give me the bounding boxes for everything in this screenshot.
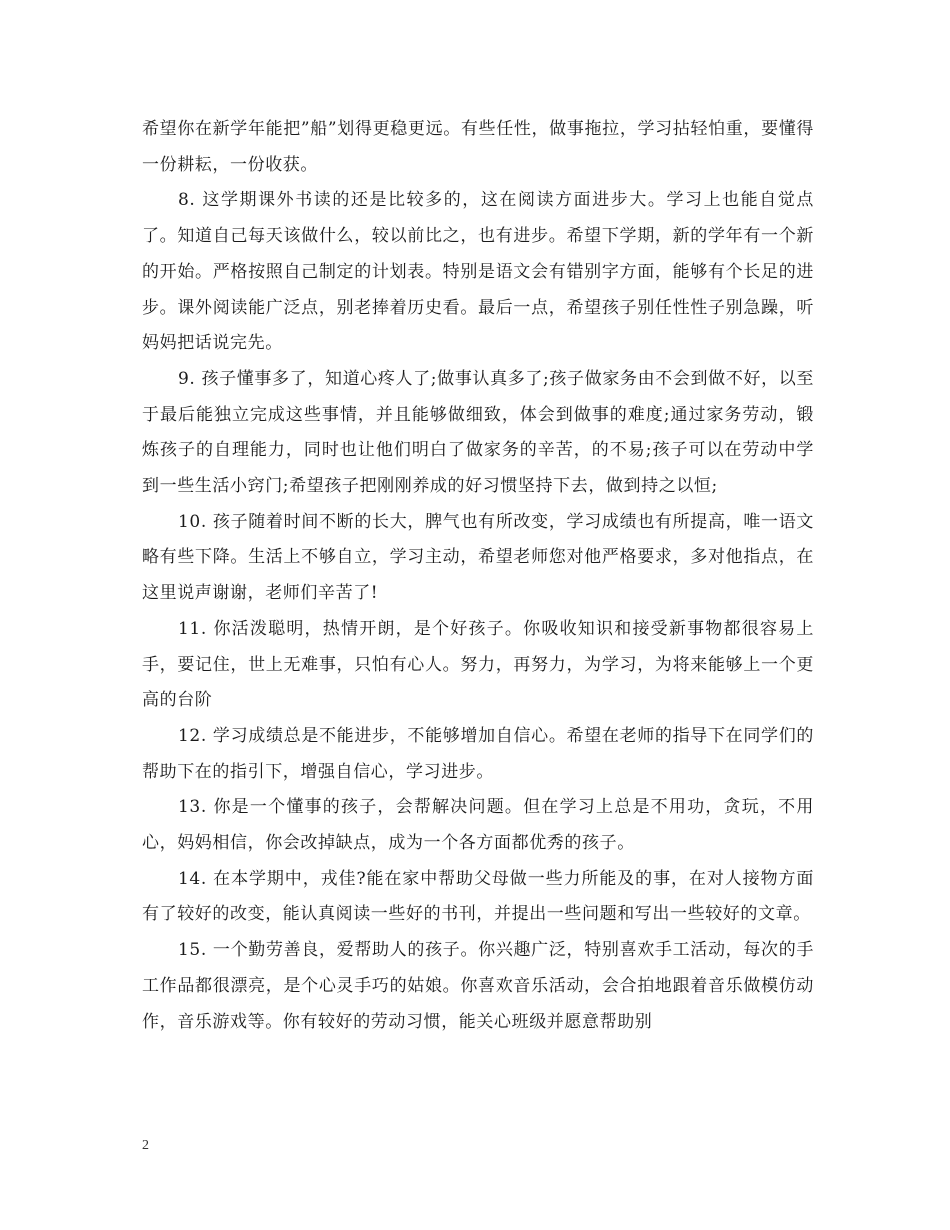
paragraph-item-11: 11. 你活泼聪明，热情开朗，是个好孩子。你吸收知识和接受新事物都很容易上手，要记住，世上无难事，只怕有心人。努力，再努力，为学习，为将来能够上一个更高的台阶 [142,618,814,711]
paragraph-item-8: 8. 这学期课外书读的还是比较多的，这在阅读方面进步大。学习上也能自觉点了。知道自己每天该做什么，较以前比之，也有进步。希望下学期，新的学年有一个新的开始。严格按照自己制定的计划表。特别是语文会有错别字方面，能够有个长足的进步。课外阅读能广泛点，别老捧着历史看。最后一点，希望孩子别任性性子别急躁，听妈妈把话说完先。 [142,190,814,354]
paragraph-item-10: 10. 孩子随着时间不断的长大，脾气也有所改变，学习成绩也有所提高，唯一语文略有些下降。生活上不够自立，学习主动，希望老师您对他严格要求，多对他指点，在这里说声谢谢，老师们辛苦了! [142,511,814,604]
paragraph-item-13: 13. 你是一个懂事的孩子，会帮解决问题。但在学习上总是不用功，贪玩，不用心，妈妈相信，你会改掉缺点，成为一个各方面都优秀的孩子。 [142,797,814,854]
paragraph-item-9: 9. 孩子懂事多了，知道心疼人了;做事认真多了;孩子做家务由不会到做不好，以至于最后能独立完成这些事情，并且能够做细致，体会到做事的难度;通过家务劳动，锻炼孩子的自理能力，同时也让他们明白了做家务的辛苦，的不易;孩子可以在劳动中学到一些生活小窍门;希望孩子把刚刚养成的好习惯坚持下去，做到持之以恒; [142,368,814,497]
document-body [142,112,814,1040]
paragraph-item-12: 12. 学习成绩总是不能进步，不能够增加自信心。希望在老师的指导下在同学们的帮助下在的指引下，增强自信心，学习进步。 [142,725,814,782]
page-number: 2 [142,1138,149,1153]
paragraph-item-14: 14. 在本学期中，戎佳?能在家中帮助父母做一些力所能及的事，在对人接物方面有了较好的改变，能认真阅读一些好的书刊，并提出一些问题和写出一些较好的文章。 [142,868,814,925]
paragraph-continued: 希望你在新学年能把”船”划得更稳更远。有些任性，做事拖拉，学习拈轻怕重，要懂得一份耕耘，一份收获。 [142,119,814,175]
paragraph-item-15: 15. 一个勤劳善良，爱帮助人的孩子。你兴趣广泛，特别喜欢手工活动，每次的手工作品都很漂亮，是个心灵手巧的姑娘。你喜欢音乐活动，会合拍地跟着音乐做模仿动作，音乐游戏等。你有较好的劳动习惯，能关心班级并愿意帮助别 [142,940,814,1032]
